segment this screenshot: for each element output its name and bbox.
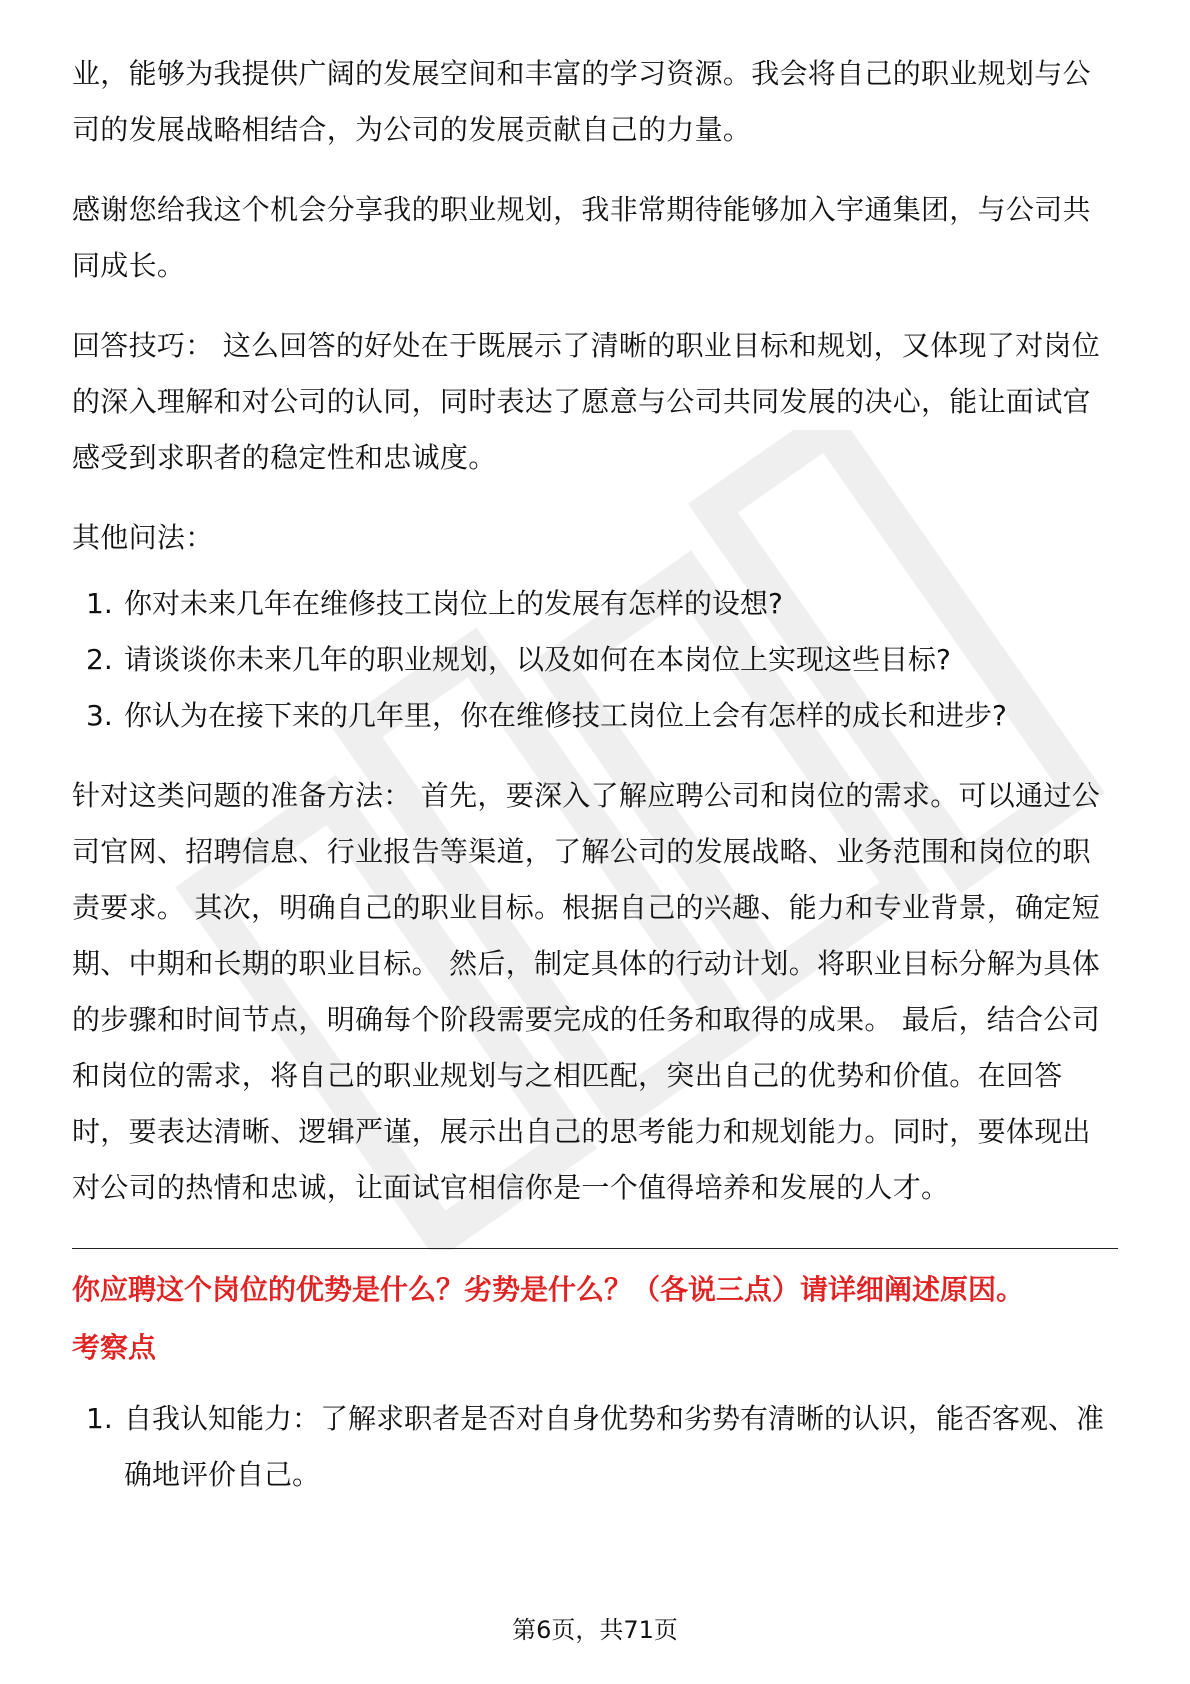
paragraph-thanks: 感谢您给我这个机会分享我的职业规划，我非常期待能够加入宇通集团，与公司共同成长。	[72, 193, 1091, 282]
assessment-points-list	[72, 1391, 1118, 1503]
list-item	[72, 688, 1118, 744]
section-subheading: 考察点	[72, 1331, 157, 1364]
list-text: 你对未来几年在维修技工岗位上的发展有怎样的设想?	[124, 587, 783, 620]
list-item	[72, 632, 1118, 688]
list-text: 你认为在接下来的几年里，你在维修技工岗位上会有怎样的成长和进步?	[124, 699, 1007, 732]
section-divider	[72, 1248, 1118, 1249]
list-number: 2.	[86, 643, 113, 676]
paragraph-preparation-method: 针对这类问题的准备方法： 首先，要深入了解应聘公司和岗位的需求。可以通过公司官网、招聘信息、行业报告等渠道，了解公司的发展战略、业务范围和岗位的职责要求。 其次，明确自己的职业目标。根据自己的兴趣、能力和专业背景，确定短期、中期和长期的职业目标。 然后，制定具体的行动计划。将职业目标分解为具体的步骤和时间节点，明确每个阶段需要完成的任务和取得的成果。 最后，结合公司和岗位的需求，将自己的职业规划与之相匹配，突出自己的优势和价值。在回答时，要表达清晰、逻辑严谨，展示出自己的思考能力和规划能力。同时，要体现出对公司的热情和忠诚，让面试官相信你是一个值得培养和发展的人才。	[72, 779, 1101, 1204]
paragraph-continuation: 业，能够为我提供广阔的发展空间和丰富的学习资源。我会将自己的职业规划与公司的发展战略相结合，为公司的发展贡献自己的力量。	[72, 57, 1091, 146]
list-number: 3.	[86, 699, 113, 732]
list-item	[72, 576, 1118, 632]
paragraph-answer-tips: 回答技巧： 这么回答的好处在于既展示了清晰的职业目标和规划，又体现了对岗位的深入理解和对公司的认同，同时表达了愿意与公司共同发展的决心，能让面试官感受到求职者的稳定性和忠诚度。	[72, 329, 1101, 474]
list-number: 1.	[86, 587, 113, 620]
list-text: 自我认知能力：了解求职者是否对自身优势和劣势有清晰的认识，能否客观、准确地评价自己。	[124, 1402, 1105, 1491]
section-question-heading: 你应聘这个岗位的优势是什么？劣势是什么？（各说三点）请详细阐述原因。	[72, 1273, 1025, 1306]
other-questions-list	[72, 576, 1118, 744]
paragraph-other-questions-label: 其他问法：	[72, 521, 214, 554]
document-body	[72, 46, 1118, 1527]
list-text: 请谈谈你未来几年的职业规划，以及如何在本岗位上实现这些目标?	[124, 643, 951, 676]
list-item	[72, 1391, 1118, 1503]
page-footer: 第6页，共71页	[512, 1616, 678, 1644]
list-number: 1.	[86, 1402, 113, 1435]
